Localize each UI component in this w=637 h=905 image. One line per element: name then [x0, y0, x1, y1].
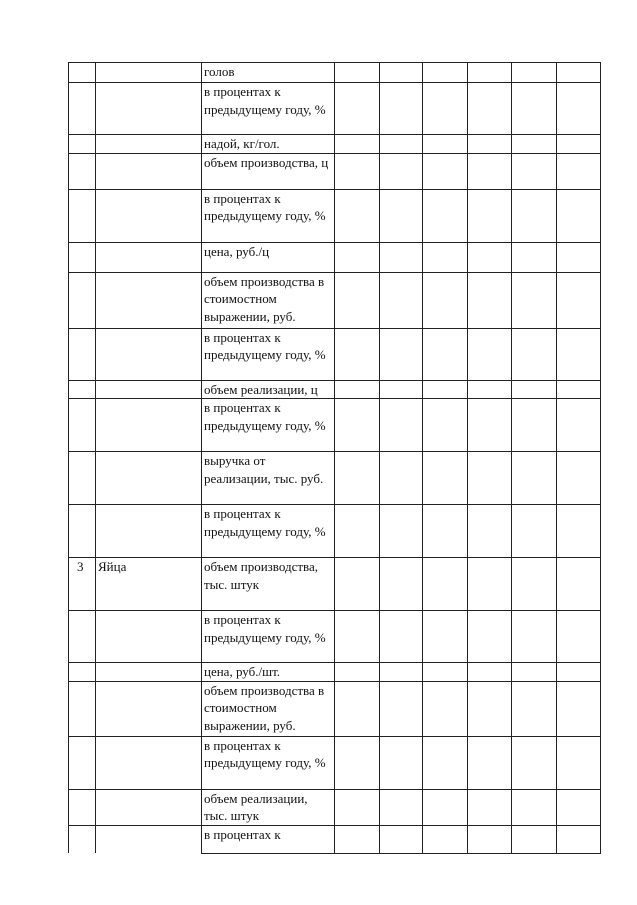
indicator-cell: в процентах к предыдущему году, % [202, 611, 335, 663]
value-cell [557, 242, 601, 272]
value-cell [423, 452, 468, 505]
value-cell [512, 558, 557, 611]
row-number-cell [69, 189, 96, 242]
value-cell [335, 83, 380, 135]
value-cell [380, 825, 423, 853]
value-cell [468, 663, 512, 682]
value-cell [423, 789, 468, 825]
value-cell [468, 63, 512, 83]
value-cell [468, 380, 512, 399]
value-cell [557, 825, 601, 853]
row-number-cell [69, 399, 96, 452]
table-row [69, 153, 601, 189]
value-cell [380, 663, 423, 682]
value-cell [423, 153, 468, 189]
indicator-cell: в процентах к предыдущему году, % [202, 505, 335, 558]
data-table [68, 62, 601, 854]
table-row [69, 242, 601, 272]
row-number-cell [69, 153, 96, 189]
value-cell [335, 189, 380, 242]
indicator-cell: цена, руб./шт. [202, 663, 335, 682]
row-number-cell [69, 825, 96, 853]
value-cell [468, 135, 512, 154]
value-cell [335, 380, 380, 399]
value-cell [557, 505, 601, 558]
value-cell [380, 328, 423, 380]
value-cell [557, 380, 601, 399]
table-row [69, 380, 601, 399]
value-cell [512, 825, 557, 853]
value-cell [380, 83, 423, 135]
value-cell [423, 83, 468, 135]
product-cell [96, 681, 202, 736]
product-cell [96, 736, 202, 789]
value-cell [512, 789, 557, 825]
table-row [69, 505, 601, 558]
value-cell [335, 399, 380, 452]
value-cell [380, 380, 423, 399]
row-number-cell [69, 135, 96, 154]
row-number-cell [69, 242, 96, 272]
value-cell [468, 789, 512, 825]
value-cell [335, 272, 380, 328]
row-number-cell [69, 736, 96, 789]
value-cell [380, 272, 423, 328]
value-cell [380, 189, 423, 242]
value-cell [468, 681, 512, 736]
table-row [69, 452, 601, 505]
row-number-cell [69, 272, 96, 328]
indicator-cell: в процентах к предыдущему году, % [202, 736, 335, 789]
table-row [69, 663, 601, 682]
value-cell [335, 63, 380, 83]
indicator-cell: объем производства в стоимостном выражении, руб. [202, 272, 335, 328]
row-number-cell [69, 380, 96, 399]
value-cell [380, 242, 423, 272]
value-cell [557, 328, 601, 380]
product-cell [96, 611, 202, 663]
value-cell [423, 380, 468, 399]
value-cell [512, 663, 557, 682]
value-cell [423, 558, 468, 611]
value-cell [423, 328, 468, 380]
row-number-cell [69, 505, 96, 558]
value-cell [557, 663, 601, 682]
value-cell [380, 135, 423, 154]
value-cell [335, 135, 380, 154]
product-cell [96, 83, 202, 135]
value-cell [512, 505, 557, 558]
value-cell [423, 681, 468, 736]
value-cell [335, 452, 380, 505]
product-cell [96, 380, 202, 399]
value-cell [557, 558, 601, 611]
value-cell [468, 825, 512, 853]
value-cell [468, 505, 512, 558]
value-cell [468, 272, 512, 328]
value-cell [512, 135, 557, 154]
indicator-cell: в процентах к предыдущему году, % [202, 189, 335, 242]
table-row [69, 789, 601, 825]
indicator-cell: объем производства, тыс. штук [202, 558, 335, 611]
value-cell [512, 681, 557, 736]
product-cell [96, 505, 202, 558]
value-cell [557, 135, 601, 154]
value-cell [557, 399, 601, 452]
indicator-cell: выручка от реализации, тыс. руб. [202, 452, 335, 505]
table-row [69, 135, 601, 154]
value-cell [380, 452, 423, 505]
value-cell [423, 736, 468, 789]
table-body [69, 63, 601, 854]
value-cell [557, 789, 601, 825]
value-cell [512, 399, 557, 452]
value-cell [468, 153, 512, 189]
value-cell [335, 825, 380, 853]
value-cell [380, 611, 423, 663]
table-row [69, 558, 601, 611]
value-cell [468, 83, 512, 135]
product-cell [96, 452, 202, 505]
table-row [69, 611, 601, 663]
table-row [69, 399, 601, 452]
value-cell [557, 83, 601, 135]
value-cell [468, 611, 512, 663]
value-cell [557, 189, 601, 242]
table-row [69, 328, 601, 380]
value-cell [380, 399, 423, 452]
table-row [69, 83, 601, 135]
value-cell [468, 242, 512, 272]
value-cell [380, 505, 423, 558]
value-cell [423, 189, 468, 242]
product-cell [96, 63, 202, 83]
row-number-cell: 3 [69, 558, 96, 611]
table-row [69, 272, 601, 328]
indicator-cell: в процентах к [202, 825, 335, 853]
value-cell [335, 153, 380, 189]
value-cell [512, 611, 557, 663]
indicator-cell: объем реализации, тыс. штук [202, 789, 335, 825]
value-cell [512, 63, 557, 83]
value-cell [512, 328, 557, 380]
value-cell [557, 272, 601, 328]
indicator-cell: цена, руб./ц [202, 242, 335, 272]
value-cell [423, 505, 468, 558]
value-cell [380, 558, 423, 611]
value-cell [335, 611, 380, 663]
product-cell [96, 825, 202, 853]
table-row [69, 189, 601, 242]
row-number-cell [69, 663, 96, 682]
indicator-cell: в процентах к предыдущему году, % [202, 328, 335, 380]
value-cell [423, 663, 468, 682]
product-cell: Яйца [96, 558, 202, 611]
value-cell [423, 242, 468, 272]
value-cell [335, 681, 380, 736]
value-cell [423, 63, 468, 83]
row-number-cell [69, 63, 96, 83]
value-cell [468, 328, 512, 380]
value-cell [512, 189, 557, 242]
product-cell [96, 272, 202, 328]
value-cell [423, 135, 468, 154]
value-cell [468, 452, 512, 505]
value-cell [423, 272, 468, 328]
product-cell [96, 789, 202, 825]
table-row [69, 63, 601, 83]
indicator-cell: в процентах к предыдущему году, % [202, 399, 335, 452]
value-cell [557, 736, 601, 789]
value-cell [380, 681, 423, 736]
indicator-cell: объем производства в стоимостном выражении, руб. [202, 681, 335, 736]
row-number-cell [69, 328, 96, 380]
value-cell [557, 452, 601, 505]
row-number-cell [69, 611, 96, 663]
product-cell [96, 153, 202, 189]
product-cell [96, 399, 202, 452]
value-cell [380, 153, 423, 189]
value-cell [557, 63, 601, 83]
value-cell [512, 452, 557, 505]
value-cell [512, 380, 557, 399]
value-cell [335, 505, 380, 558]
product-cell [96, 189, 202, 242]
value-cell [335, 242, 380, 272]
product-cell [96, 135, 202, 154]
product-cell [96, 242, 202, 272]
value-cell [468, 399, 512, 452]
value-cell [512, 242, 557, 272]
value-cell [335, 558, 380, 611]
value-cell [557, 153, 601, 189]
row-number-cell [69, 83, 96, 135]
value-cell [380, 736, 423, 789]
value-cell [512, 153, 557, 189]
value-cell [335, 789, 380, 825]
value-cell [380, 63, 423, 83]
value-cell [380, 789, 423, 825]
indicator-cell: надой, кг/гол. [202, 135, 335, 154]
value-cell [335, 663, 380, 682]
row-number-cell [69, 452, 96, 505]
value-cell [468, 558, 512, 611]
value-cell [423, 399, 468, 452]
indicator-cell: объем реализации, ц [202, 380, 335, 399]
value-cell [512, 272, 557, 328]
table-row [69, 681, 601, 736]
value-cell [423, 611, 468, 663]
value-cell [335, 328, 380, 380]
table-row [69, 825, 601, 853]
value-cell [335, 736, 380, 789]
value-cell [512, 83, 557, 135]
value-cell [468, 736, 512, 789]
table-row [69, 736, 601, 789]
product-cell [96, 328, 202, 380]
indicator-cell: объем производства, ц [202, 153, 335, 189]
indicator-cell: голов [202, 63, 335, 83]
value-cell [557, 611, 601, 663]
value-cell [557, 681, 601, 736]
row-number-cell [69, 789, 96, 825]
value-cell [423, 825, 468, 853]
indicator-cell: в процентах к предыдущему году, % [202, 83, 335, 135]
product-cell [96, 663, 202, 682]
value-cell [512, 736, 557, 789]
row-number-cell [69, 681, 96, 736]
value-cell [468, 189, 512, 242]
